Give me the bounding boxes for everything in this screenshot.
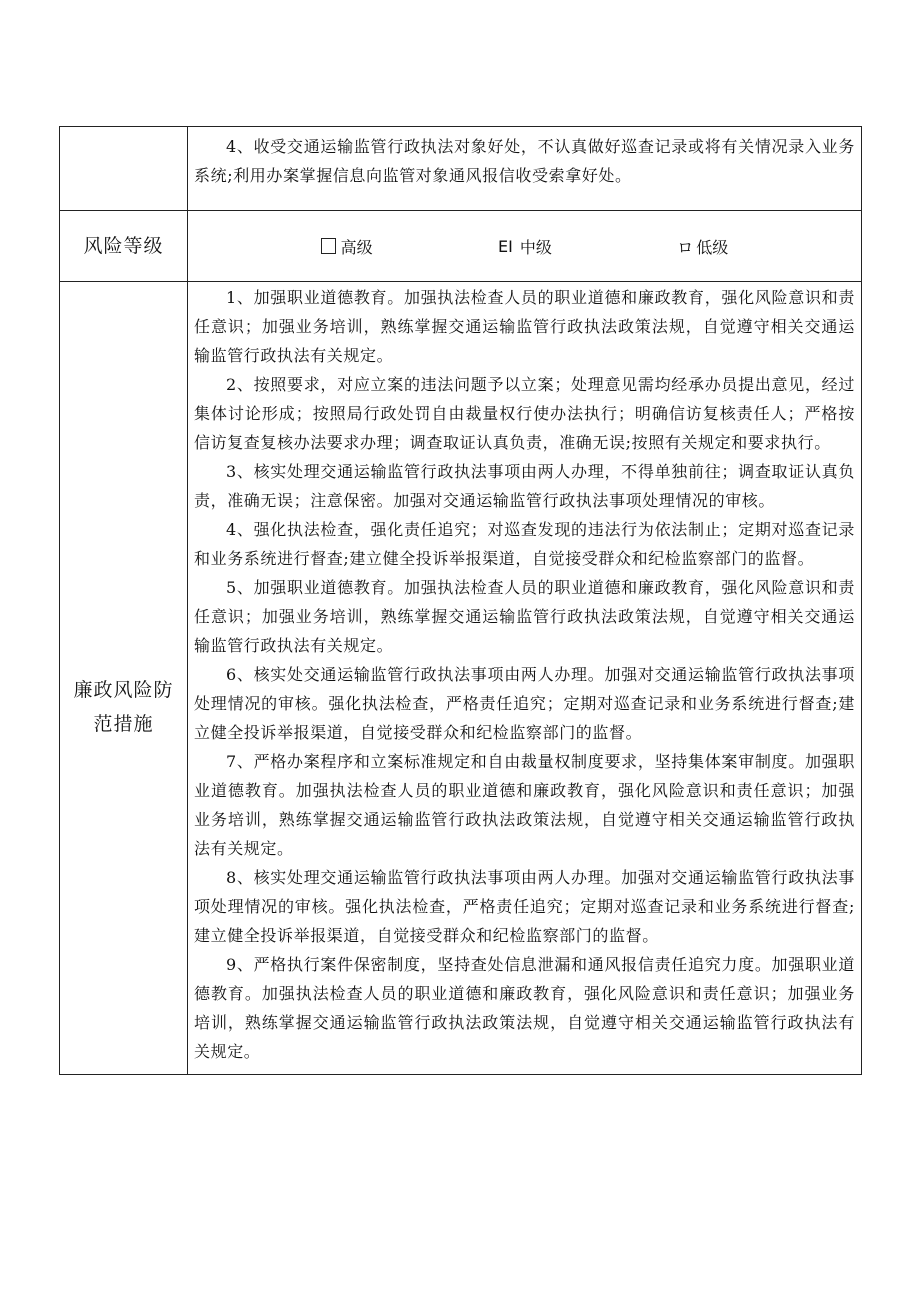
measure-item: 2、按照要求，对应立案的违法问题予以立案；处理意见需均经承办员提出意见，经过集体讨论形成；按照局行政处罚自由裁量权行使办法执行；明确信访复核责任人；严格按信访复查复核办法要求办理；调查取证认真负责，准确无误;按照有关规定和要求执行。 xyxy=(194,375,855,452)
risk-level-options xyxy=(188,211,861,281)
risk-table xyxy=(59,126,862,1075)
measure-item: 1、加强职业道德教育。加强执法检查人员的职业道德和廉政教育，强化风险意识和责任意识；加强业务培训，熟练掌握交通运输监管行政执法政策法规，自觉遵守相关交通运输监管行政执法有关规定。 xyxy=(194,288,855,365)
level-high-text: 高级 xyxy=(340,237,373,257)
risk-level-label: 风险等级 xyxy=(60,211,188,282)
measures-label-cell xyxy=(60,282,188,1075)
continuation-text xyxy=(188,127,861,190)
measure-item: 3、核实处理交通运输监管行政执法事项由两人办理，不得单独前往；调查取证认真负责，准确无误；注意保密。加强对交通运输监管行政执法事项处理情况的审核。 xyxy=(194,462,855,510)
checkbox-empty-icon xyxy=(321,238,336,254)
level-low-mark: ロ xyxy=(677,237,694,257)
measures-label: 廉政风险防范措施 xyxy=(73,678,174,735)
level-high xyxy=(321,235,373,258)
content-cell xyxy=(188,127,862,211)
table-row xyxy=(60,282,862,1075)
risk-level-cell xyxy=(188,211,862,282)
level-medium-text: 中级 xyxy=(519,237,552,257)
level-medium-mark: EI xyxy=(498,236,513,256)
table-row xyxy=(60,211,862,282)
level-medium xyxy=(498,235,552,258)
measures-cell xyxy=(188,282,862,1075)
measure-item: 7、严格办案程序和立案标准规定和自由裁量权制度要求，坚持集体案审制度。加强职业道德教育。加强执法检查人员的职业道德和廉政教育，强化风险意识和责任意识；加强业务培训，熟练掌握交通运输监管行政执法政策法规，自觉遵守相关交通运输监管行政执法有关规定。 xyxy=(194,752,855,858)
measure-item: 9、严格执行案件保密制度，坚持查处信息泄漏和通风报信责任追究力度。加强职业道德教育。加强执法检查人员的职业道德和廉政教育，强化风险意识和责任意识；加强业务培训，熟练掌握交通运输监管行政执法政策法规，自觉遵守相关交通运输监管行政执法有关规定。 xyxy=(194,955,855,1061)
table-row xyxy=(60,127,862,211)
measure-item: 4、强化执法检查，强化责任追究；对巡查发现的违法行为依法制止；定期对巡查记录和业务系统进行督查;建立健全投诉举报渠道，自觉接受群众和纪检监察部门的监督。 xyxy=(194,520,855,568)
measure-item: 6、核实处交通运输监管行政执法事项由两人办理。加强对交通运输监管行政执法事项处理情况的审核。强化执法检查，严格责任追究；定期对巡查记录和业务系统进行督查;建立健全投诉举报渠道，自觉接受群众和纪检监察部门的监督。 xyxy=(194,665,855,742)
measure-item: 8、核实处理交通运输监管行政执法事项由两人办理。加强对交通运输监管行政执法事项处理情况的审核。强化执法检查，严格责任追究；定期对巡查记录和业务系统进行督查;建立健全投诉举报渠道，自觉接受群众和纪检监察部门的监督。 xyxy=(194,868,855,945)
measures-list xyxy=(188,282,861,1074)
level-low xyxy=(677,235,728,258)
measure-item: 5、加强职业道德教育。加强执法检查人员的职业道德和廉政教育，强化风险意识和责任意识；加强业务培训，熟练掌握交通运输监管行政执法政策法规，自觉遵守相关交通运输监管行政执法有关规定。 xyxy=(194,578,855,655)
paragraph: 4、收受交通运输监管行政执法对象好处，不认真做好巡查记录或将有关情况录入业务系统;利用办案掌握信息向监管对象通风报信收受索拿好处。 xyxy=(194,137,855,185)
level-low-text: 低级 xyxy=(696,237,729,257)
empty-label-cell xyxy=(60,127,188,211)
